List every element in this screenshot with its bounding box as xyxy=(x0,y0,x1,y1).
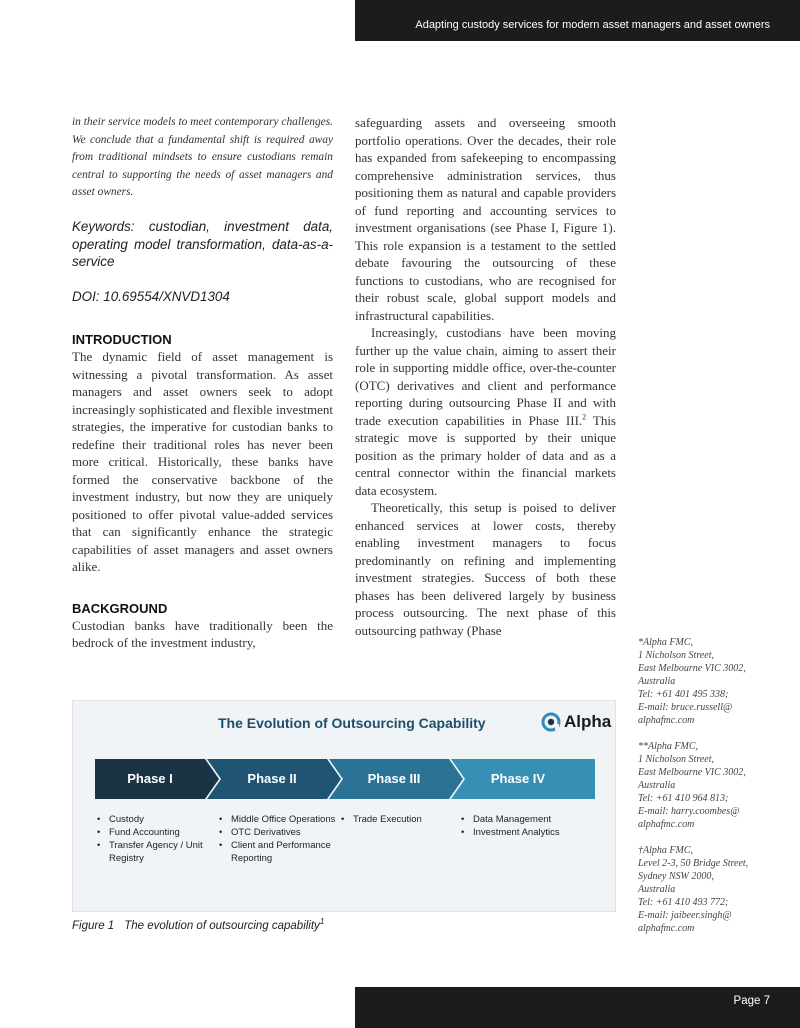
affiliation-line: †Alpha FMC, xyxy=(638,845,693,856)
phase-item: • Trade Execution xyxy=(341,813,459,826)
running-header xyxy=(355,0,800,41)
page-number: Page 7 xyxy=(733,995,770,1007)
affiliation-block xyxy=(638,636,788,727)
introduction-heading: INTRODUCTION xyxy=(72,332,172,348)
background-heading: BACKGROUND xyxy=(72,600,168,616)
phase-item-list xyxy=(461,813,579,839)
affiliation-line: Tel: +61 410 964 813; xyxy=(638,793,729,804)
caption-text: The evolution of outsourcing capability xyxy=(124,920,320,932)
affiliation-line: alphafmc.com xyxy=(638,819,695,830)
phase-label: Phase II xyxy=(247,771,297,786)
paragraph2-text-end: This strategic move is supported by their unique position as the primary holder of data and as a central connector within the financial markets data ecosystem. xyxy=(355,412,616,498)
affiliation-line: 1 Nicholson Street, xyxy=(638,650,715,661)
keywords: Keywords: custodian, investment data, operating model transformation, data-as-a-service xyxy=(72,218,333,270)
phase-item: • Data Management xyxy=(461,813,579,826)
right-column xyxy=(355,114,616,639)
author-affiliations xyxy=(638,636,788,948)
affiliation-line: 1 Nicholson Street, xyxy=(638,754,715,765)
figure-title: The Evolution of Outsourcing Capability xyxy=(218,715,486,731)
figure-1 xyxy=(72,700,616,912)
phase-item: • Client and Performance Reporting xyxy=(219,839,337,865)
phase-label: Phase III xyxy=(367,771,421,786)
phase-label: Phase IV xyxy=(490,771,546,786)
introduction-paragraph: The dynamic field of asset management is witnessing a pivotal transformation. As asset managers and asset owners seek to adopt increasingly sophisticated and flexible investment strategies, the imperative for custodian banks to redefine their traditional roles has never been more critical. Historically, these banks have formed the conservative backbone of the investment industry, but now they are uniquely positioned to offer pivotal value-added services that can significantly enhance the strategic capabilities of asset managers and asset owners alike. xyxy=(72,349,333,575)
affiliation-line: *Alpha FMC, xyxy=(638,637,693,648)
affiliation-line: Tel: +61 401 495 338; xyxy=(638,689,729,700)
caption-label: Figure 1 xyxy=(72,920,115,932)
running-title: Adapting custody services for modern asset managers and asset owners xyxy=(415,19,770,31)
affiliation-block xyxy=(638,844,788,935)
alpha-logo xyxy=(541,712,611,732)
affiliation-line: East Melbourne VIC 3002, xyxy=(638,663,746,674)
phase-item-list xyxy=(341,813,459,826)
phase-item: • Middle Office Operations xyxy=(219,813,337,826)
phase-item-list xyxy=(219,813,337,865)
background-paragraph-3: Theoretically, this setup is poised to deliver enhanced services at lower costs, thereby enabling investment managers to focus predominantly on refining and implementing investment strategies. Success of both these phases has been delivered largely by business process outsourcing. The next phase of this outsourcing pathway (Phase xyxy=(355,500,616,638)
figure-caption xyxy=(72,917,325,932)
phase-item: • Fund Accounting xyxy=(97,826,215,839)
phase-label: Phase I xyxy=(127,771,173,786)
alpha-logo-text: Alpha xyxy=(564,712,612,731)
left-column xyxy=(72,114,333,652)
background-paragraph-start: Custodian banks have traditionally been the bedrock of the investment industry, xyxy=(72,617,333,651)
affiliation-line: E-mail: harry.coombes@ xyxy=(638,806,740,817)
footnote-ref-2: 2 xyxy=(582,412,587,422)
paragraph2-text: Increasingly, custodians have been moving further up the value chain, aiming to assert their role in supporting middle office, over-the-counter (OTC) derivatives and client and performance reporting during outsourcing Phase II and with trade execution capabilities in Phase III. xyxy=(355,325,616,428)
doi: DOI: 10.69554/XNVD1304 xyxy=(72,288,230,304)
affiliation-line: East Melbourne VIC 3002, xyxy=(638,767,746,778)
alpha-logo-icon xyxy=(541,712,561,732)
page-footer xyxy=(355,987,800,1028)
affiliation-line: Sydney NSW 2000, xyxy=(638,871,714,882)
abstract-text: in their service models to meet contemporary challenges. We conclude that a fundamental shift is required away from traditional mindsets to ensure custodians remain central to supporting the needs of asset managers and asset owners. xyxy=(72,116,333,199)
affiliation-line: alphafmc.com xyxy=(638,715,695,726)
phase-item: • OTC Derivatives xyxy=(219,826,337,839)
affiliation-line: Tel: +61 410 493 772; xyxy=(638,897,729,908)
affiliation-line: **Alpha FMC, xyxy=(638,741,698,752)
phase-item-list xyxy=(97,813,215,865)
affiliation-line: Australia xyxy=(638,780,676,791)
affiliation-line: alphafmc.com xyxy=(638,923,695,934)
affiliation-line: E-mail: bruce.russell@ xyxy=(638,702,733,713)
affiliation-line: E-mail: jaibeer.singh@ xyxy=(638,910,732,921)
background-paragraph-2 xyxy=(355,324,616,499)
phase-item: • Investment Analytics xyxy=(461,826,579,839)
background-paragraph-continued: safeguarding assets and overseeing smooth portfolio operations. Over the decades, their role has expanded from safekeeping to encompassing comprehensive administration services, thus positioning them as natural and capable providers of fund reporting and accounting services to investment organisations (see Phase I, Figure 1). This role expansion is a testament to the settled debate favouring the outsourcing of these functions to custodians, who are recognised for their robust scale, global support models and infrastructural capabilities. xyxy=(355,115,616,323)
affiliation-block xyxy=(638,740,788,831)
affiliation-line: Australia xyxy=(638,884,676,895)
affiliation-line: Level 2-3, 50 Bridge Street, xyxy=(638,858,749,869)
phase-item: • Transfer Agency / Unit Registry xyxy=(97,839,215,865)
phase-item: • Custody xyxy=(97,813,215,826)
caption-footnote-ref: 1 xyxy=(319,917,325,927)
affiliation-line: Australia xyxy=(638,676,676,687)
